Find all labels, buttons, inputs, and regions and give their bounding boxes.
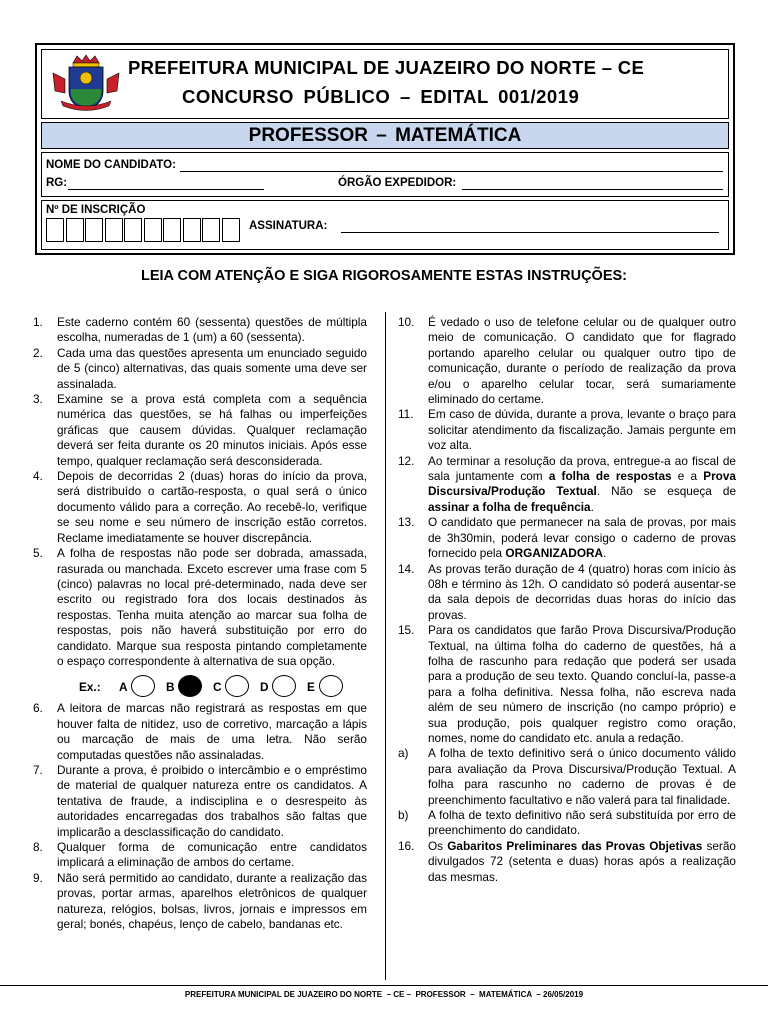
exam-subtitle: CONCURSO PÚBLICO – EDITAL 001/2019 — [182, 86, 580, 107]
instruction-text: . Não se esqueça de — [596, 484, 736, 499]
name-label: NOME DO CANDIDATO: — [46, 159, 176, 171]
example-option-label: E — [307, 680, 315, 695]
instruction-item — [398, 562, 736, 624]
name-field[interactable] — [180, 171, 723, 172]
instruction-text: Os — [428, 838, 448, 853]
inscription-digit-box[interactable] — [144, 218, 162, 242]
instruction-item — [398, 315, 736, 407]
instruction-item — [398, 515, 736, 561]
instruction-number: 1. — [33, 315, 43, 329]
instruction-text: Este caderno contém 60 (sessenta) questões de múltipla escolha, numeradas de 1 (um) a 60 (sessenta). — [57, 315, 367, 345]
instruction-text: Examine se a prova está completa com a sequência numérica das questões, se há falhas ou imperfeições gráficas que causem dúvidas. Qualquer reclamação deverá ser feita durante os 20 minutos iniciais. Após esse tempo, qualquer reclamação será desconsiderada. — [57, 392, 367, 468]
instruction-text: O candidato que permanecer na sala de provas, por mais de 3h30min, poderá levar consigo o caderno de provas fornecido pela — [428, 515, 736, 561]
instruction-number: 9. — [33, 870, 43, 885]
instruction-number: 6. — [33, 701, 43, 716]
instruction-item — [33, 392, 367, 469]
empty-bubble-icon — [272, 675, 296, 697]
footer-rule — [0, 985, 768, 986]
page-title: PREFEITURA MUNICIPAL DE JUAZEIRO DO NORTE – CE — [128, 57, 645, 78]
instruction-emphasis: assinar a folha de frequência — [428, 499, 591, 514]
instruction-text: Cada uma das questões apresenta um enunciado seguido de 5 (cinco) alternativas, das quais somente uma deve ser assinalada. — [57, 345, 367, 391]
inscription-digit-box[interactable] — [183, 218, 201, 242]
instruction-item — [33, 546, 367, 669]
inscription-digit-box[interactable] — [202, 218, 220, 242]
instruction-item — [33, 701, 367, 763]
instruction-number: 15. — [398, 623, 415, 638]
instruction-item — [33, 871, 367, 933]
instruction-text: serão divulgados 72 (setenta e duas) horas após a realização das mesmas. — [428, 838, 736, 884]
signature-label: ASSINATURA: — [249, 220, 328, 232]
instruction-item — [33, 469, 367, 546]
instruction-item — [33, 840, 367, 871]
instruction-item — [398, 623, 736, 746]
example-option-label: D — [260, 680, 269, 695]
instruction-item — [398, 454, 736, 516]
example-label: Ex.: — [79, 680, 101, 695]
instruction-number: b) — [398, 808, 409, 822]
instruction-text: Para os candidatos que farão Prova Discursiva/Produção Textual, na última folha do caderno de questões, há a folha de rascunho para redação que poderá ser usada para a produção de seu texto. Quando concluí-la, passe-a para a folha definitiva. Nessa folha, não escreva nada além de seu número de inscrição (no campo próprio) e sua produção, pois qualquer registro como oração, nomes, nome do candidato etc. anula a redação. — [428, 623, 736, 745]
instruction-item — [398, 746, 736, 808]
inscription-label: Nº DE INSCRIÇÃO — [46, 204, 146, 216]
instructions-left-column — [33, 315, 367, 932]
instruction-emphasis: Gabaritos Preliminares das Provas Objetivas — [447, 838, 703, 853]
instruction-item — [398, 407, 736, 453]
instruction-number: 5. — [33, 546, 43, 561]
instructions-heading: LEIA COM ATENÇÃO E SIGA RIGOROSAMENTE ESTAS INSTRUÇÕES: — [140, 268, 628, 284]
instruction-number: 2. — [33, 345, 43, 360]
example-option-label: C — [213, 680, 222, 695]
instruction-emphasis: ORGANIZADORA — [505, 546, 604, 561]
municipal-crest-icon — [51, 53, 121, 113]
instruction-emphasis: a folha de respostas — [548, 469, 672, 484]
instruction-text: Durante a prova, é proibido o intercâmbio e o empréstimo de material de qualquer natureza entre os candidatos. A tentativa de fraude, a indisciplina e o desrespeito às autoridades encarregadas dos trabalhos são faltas que implicarão a desclassificação do candidato. — [57, 762, 367, 839]
instruction-number: 10. — [398, 315, 415, 329]
instruction-text: É vedado o uso de telefone celular ou de qualquer outro meio de comunicação. O candidato que for flagrado portando aparelho celular ou qualquer outro tipo de comunicação, durante o período de realização da prova e/ou o aparelho celular tocar, será sumariamente eliminado do certame. — [428, 315, 736, 407]
instruction-text: A leitora de marcas não registrará as respostas em que houver falta de nitidez, uso de corretivo, marcação a lápis ou marcação de mais de uma letra. Não serão computadas questões não assinaladas. — [57, 701, 367, 762]
position-title: PROFESSOR – MATEMÁTICA — [41, 122, 729, 149]
instruction-text: Depois de decorridas 2 (duas) horas do início da prova, será distribuído o cartão-resposta, o qual será o único documento válido para a correção. Ao recebê-lo, verifique se seu nome e seu número de inscrição estão corretos. Reclame imediatamente se houver discrepância. — [57, 469, 367, 545]
instruction-number: 4. — [33, 469, 43, 484]
answer-example — [33, 675, 367, 701]
inscription-digit-box[interactable] — [66, 218, 84, 242]
instruction-text: . — [603, 546, 607, 561]
instruction-text: As provas terão duração de 4 (quatro) horas com início às 08h e término às 12h. O candidato só poderá ausentar-se da sala depois de decorridas duas horas do início das provas. — [428, 561, 736, 622]
rg-field[interactable] — [68, 189, 264, 190]
instruction-number: 3. — [33, 392, 43, 407]
filled-bubble-icon — [178, 675, 202, 697]
column-divider — [385, 312, 386, 980]
instruction-number: a) — [398, 746, 409, 761]
instruction-text: A folha de texto definitivo será o único documento válido para avaliação da Prova Discursiva/Produção Textual. A folha para rascunho no caderno de provas é de preenchimento facultativo e não valerá para tal finalidade. — [428, 746, 736, 807]
inscription-digit-box[interactable] — [105, 218, 123, 242]
orgao-label: ÓRGÃO EXPEDIDOR: — [338, 177, 457, 189]
inscription-digit-box[interactable] — [124, 218, 142, 242]
instruction-text: Qualquer forma de comunicação entre candidatos implicará a eliminação de ambos do certame. — [57, 840, 367, 870]
page-footer: PREFEITURA MUNICIPAL DE JUAZEIRO DO NORTE – CE – PROFESSOR – MATEMÁTICA – 26/05/2019 — [184, 990, 584, 999]
instruction-item — [33, 315, 367, 346]
empty-bubble-icon — [319, 675, 343, 697]
instruction-item — [398, 808, 736, 839]
inscription-digit-box[interactable] — [85, 218, 103, 242]
empty-bubble-icon — [131, 675, 155, 697]
instruction-item — [398, 839, 736, 885]
instruction-number: 14. — [398, 561, 415, 576]
instruction-emphasis: Prova Discursiva/Produção Textual — [428, 469, 736, 499]
instruction-text: Em caso de dúvida, durante a prova, levante o braço para solicitar atendimento da fiscalização. Jamais pergunte em voz alta. — [428, 407, 736, 453]
signature-field[interactable] — [341, 232, 719, 233]
instruction-number: 7. — [33, 762, 43, 777]
empty-bubble-icon — [225, 675, 249, 697]
instruction-item — [33, 763, 367, 840]
instructions-right-column — [398, 315, 736, 885]
inscription-digit-box[interactable] — [163, 218, 181, 242]
instruction-text: A folha de texto definitivo não será substituída por erro de preenchimento do candidato. — [428, 808, 736, 838]
instruction-text: . — [590, 499, 594, 514]
instruction-number: 11. — [398, 407, 414, 422]
rg-label: RG: — [46, 177, 68, 189]
instruction-text: A folha de respostas não pode ser dobrada, amassada, rasurada ou manchada. Exceto escrever uma frase com 5 (cinco) palavras no local pré-determinado, nada deve ser escrito ou registrado fora dos locais destinados às respostas. Tenha muita atenção ao marcar sua folha de respostas, pois não haverá substituição por erro do candidato. Marque sua resposta pintando completamente o espaço correspondente à alternativa de sua opção. — [57, 546, 367, 668]
instruction-item — [33, 346, 367, 392]
inscription-digit-box[interactable] — [46, 218, 64, 242]
inscription-digit-box[interactable] — [222, 218, 240, 242]
instruction-text: e a — [671, 469, 704, 484]
instruction-number: 13. — [398, 515, 415, 530]
instruction-number: 8. — [33, 840, 43, 854]
instruction-text: Ao terminar a resolução da prova, entregue-a ao fiscal de sala juntamente com — [428, 453, 736, 484]
instruction-number: 12. — [398, 453, 415, 468]
example-option-label: A — [119, 680, 128, 695]
example-option-label: B — [166, 680, 175, 695]
instruction-text: Não será permitido ao candidato, durante a realização das provas, portar armas, aparelhos eletrônicos de qualquer natureza, relógios, bolsas, livros, jornais e impressos em geral; bonés, chapéus, lenço de cabelo, bandanas etc. — [57, 870, 367, 932]
orgao-field[interactable] — [462, 189, 723, 190]
instruction-number: 16. — [398, 838, 415, 853]
